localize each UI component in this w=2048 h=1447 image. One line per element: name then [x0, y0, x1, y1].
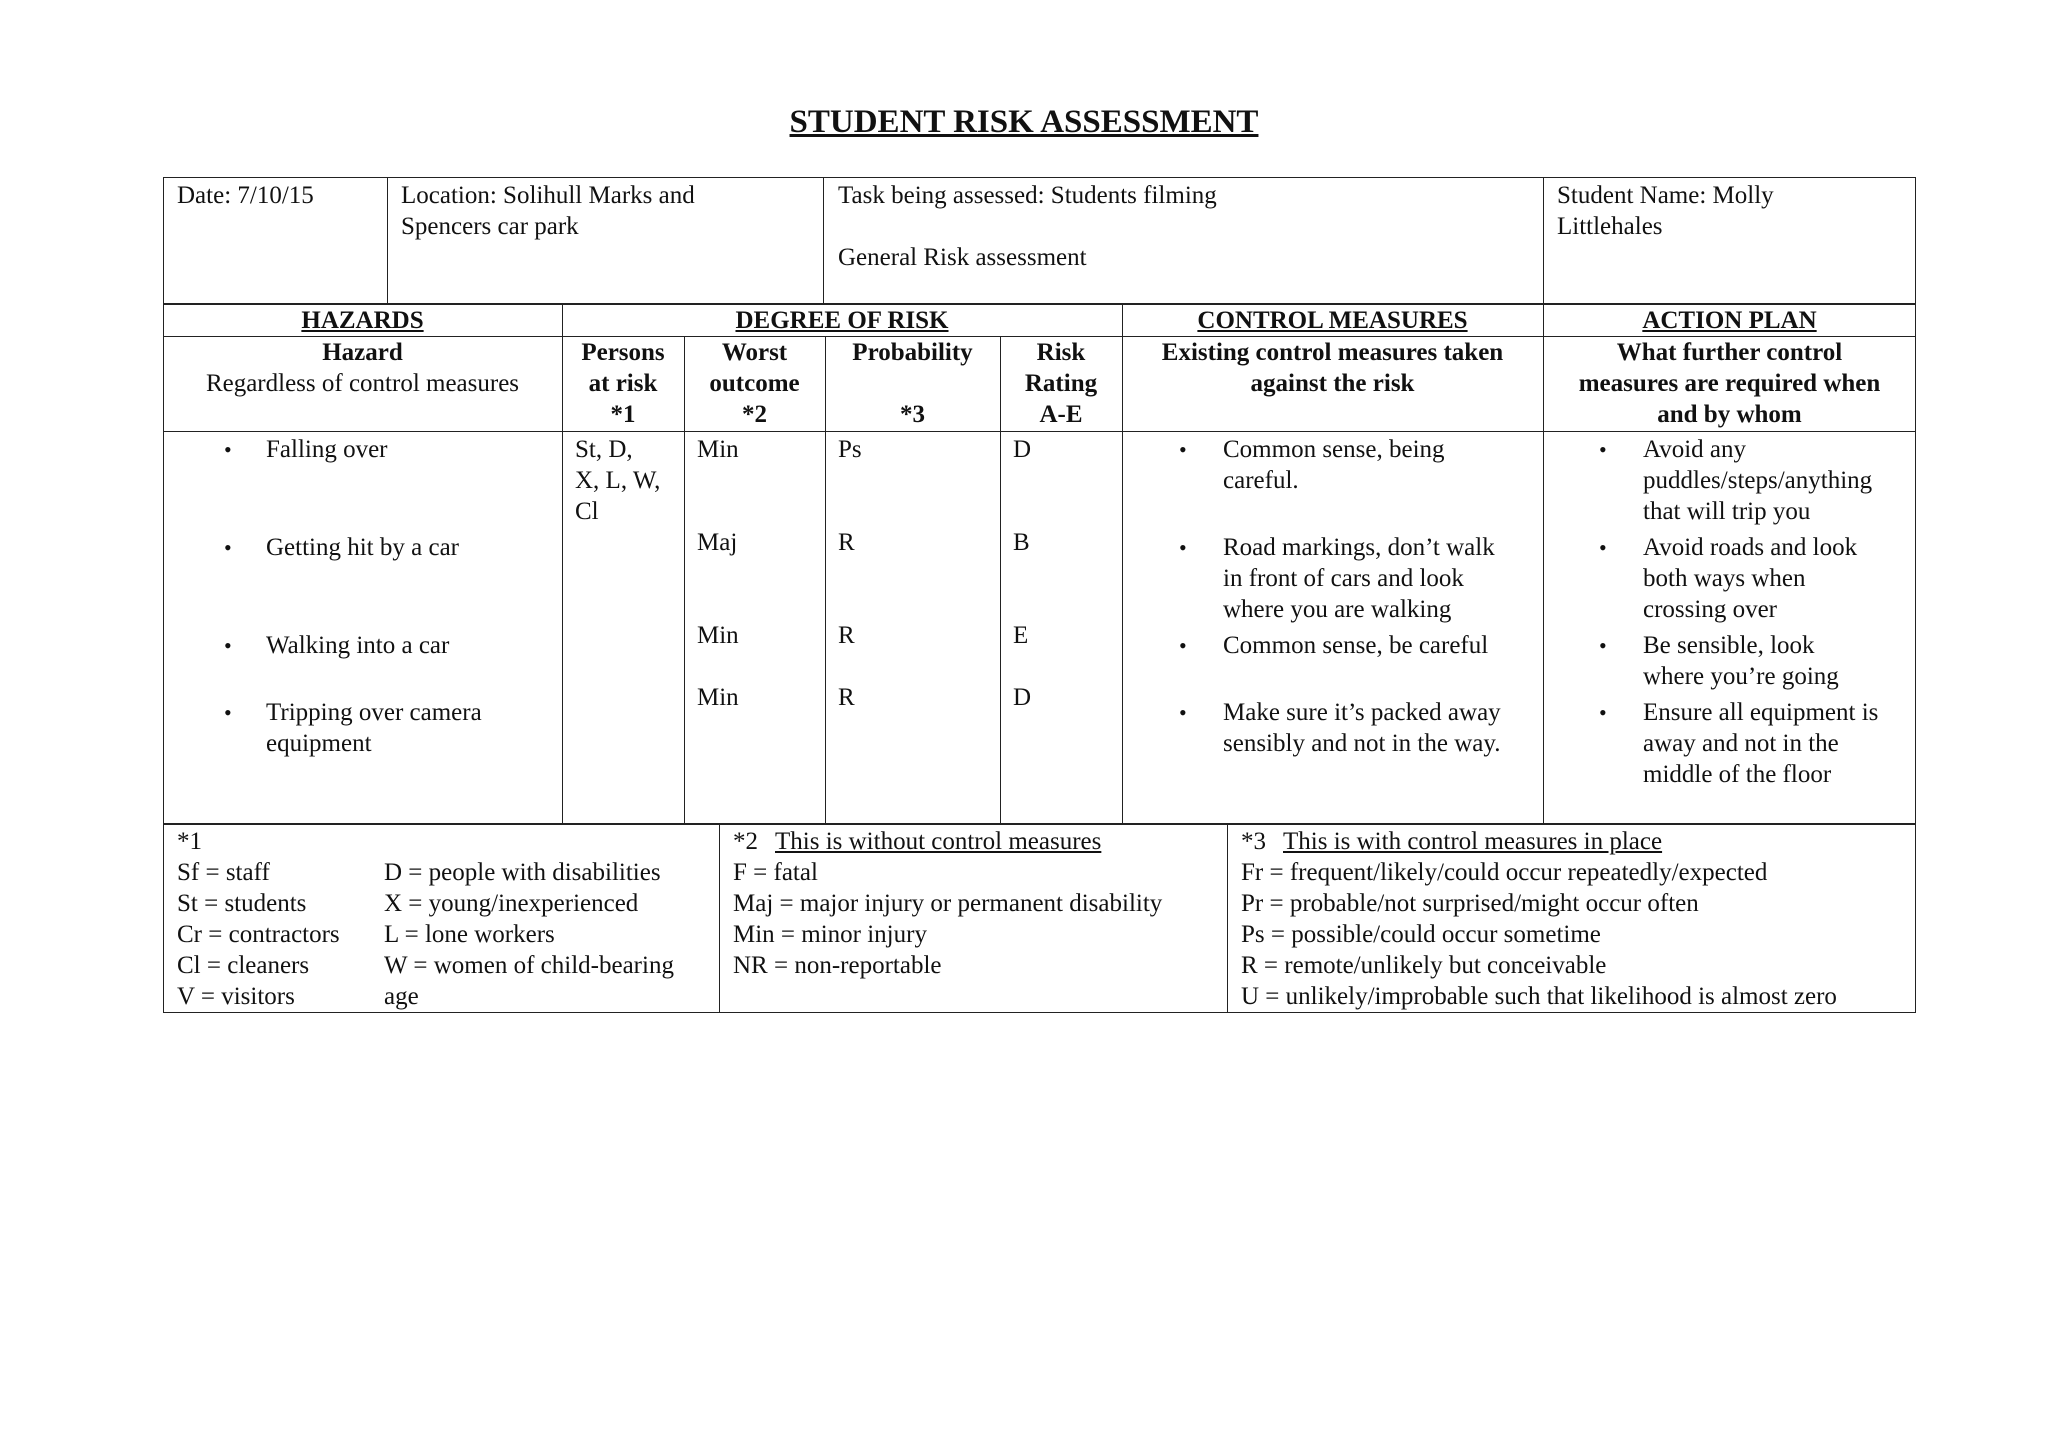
bullet: •: [1599, 535, 1607, 560]
action-item: away and not in the: [1643, 730, 1839, 757]
task-field: Task being assessed: Students filming: [838, 182, 1217, 209]
page-title: STUDENT RISK ASSESSMENT: [789, 104, 1259, 140]
bullet: •: [224, 633, 232, 658]
key2-code: NR = non-reportable: [733, 952, 942, 979]
key1-code: Cr = contractors: [177, 921, 340, 948]
bullet: •: [1599, 437, 1607, 462]
col-worst-outcome: Worst: [721, 339, 788, 366]
section-degree-of-risk: DEGREE OF RISK: [735, 307, 949, 334]
section-hazards: HAZARDS: [301, 307, 424, 334]
action-item: both ways when: [1643, 565, 1806, 592]
control-measure: Road markings, don’t walk: [1223, 534, 1495, 561]
divider: [823, 177, 824, 304]
col-hazard: Hazard: [322, 339, 403, 366]
key1-code: X = young/inexperienced: [384, 890, 639, 917]
key3-code: Fr = frequent/likely/could occur repeatedly/expected: [1241, 859, 1768, 886]
location-field-line: Spencers car park: [401, 213, 579, 240]
control-measure: careful.: [1223, 467, 1299, 494]
probability: Ps: [838, 436, 862, 463]
action-item: Ensure all equipment is: [1643, 699, 1879, 726]
col-probability: *3: [900, 401, 925, 428]
col-risk-rating: A-E: [1039, 401, 1083, 428]
col-persons: Persons: [581, 339, 665, 366]
hazard-item: Walking into a car: [266, 632, 450, 659]
action-item: where you’re going: [1643, 663, 1839, 690]
action-item: middle of the floor: [1643, 761, 1832, 788]
risk-rating: D: [1013, 436, 1032, 463]
col-further-controls: What further control: [1616, 339, 1843, 366]
risk-rating: D: [1013, 684, 1032, 711]
key2-prefix: *2: [733, 828, 758, 855]
key2-heading: This is without control measures: [775, 828, 1102, 855]
key1-heading: *1: [177, 828, 202, 855]
divider: [1227, 823, 1228, 1013]
section-control-measures: CONTROL MEASURES: [1197, 307, 1468, 334]
col-risk-rating: Rating: [1024, 370, 1098, 397]
action-item: crossing over: [1643, 596, 1777, 623]
col-risk-rating: Risk: [1036, 339, 1086, 366]
hazard-item: Tripping over camera: [266, 699, 482, 726]
location-field-line: Location: Solihull Marks and: [401, 182, 695, 209]
key3-code: Pr = probable/not surprised/might occur often: [1241, 890, 1699, 917]
control-measure: sensibly and not in the way.: [1223, 730, 1501, 757]
col-further-controls: and by whom: [1657, 401, 1802, 428]
key1-code: Cl = cleaners: [177, 952, 310, 979]
key2-code: F = fatal: [733, 859, 818, 886]
key2-code: Maj = major injury or permanent disability: [733, 890, 1163, 917]
risk-rating: E: [1013, 622, 1029, 649]
probability: R: [838, 529, 855, 556]
section-action-plan: ACTION PLAN: [1642, 307, 1817, 334]
bullet: •: [1179, 535, 1187, 560]
key1-code: age: [384, 983, 419, 1010]
general-assessment-field: General Risk assessment: [838, 244, 1087, 271]
probability: R: [838, 684, 855, 711]
action-item: puddles/steps/anything: [1643, 467, 1873, 494]
bullet: •: [1599, 700, 1607, 725]
key1-code: Sf = staff: [177, 859, 270, 886]
action-item: Be sensible, look: [1643, 632, 1815, 659]
date-field: Date: 7/10/15: [177, 182, 314, 209]
key3-code: U = unlikely/improbable such that likelihood is almost zero: [1241, 983, 1837, 1010]
control-measure: in front of cars and look: [1223, 565, 1464, 592]
col-hazard-sub: Regardless of control measures: [205, 370, 520, 397]
key1-code: W = women of child-bearing: [384, 952, 674, 979]
worst-outcome: Min: [697, 622, 739, 649]
col-existing-controls: Existing control measures taken: [1161, 339, 1504, 366]
divider: [387, 177, 388, 304]
key1-code: D = people with disabilities: [384, 859, 661, 886]
control-measure: Common sense, being: [1223, 436, 1445, 463]
worst-outcome: Min: [697, 436, 739, 463]
action-item: Avoid any: [1643, 436, 1746, 463]
persons-at-risk: Cl: [575, 498, 599, 525]
worst-outcome: Min: [697, 684, 739, 711]
col-worst-outcome: outcome: [709, 370, 800, 397]
col-further-controls: measures are required when: [1578, 370, 1881, 397]
key3-code: R = remote/unlikely but conceivable: [1241, 952, 1607, 979]
action-item: that will trip you: [1643, 498, 1811, 525]
key1-code: L = lone workers: [384, 921, 555, 948]
bullet: •: [224, 437, 232, 462]
bullet: •: [1179, 437, 1187, 462]
control-measure: Make sure it’s packed away: [1223, 699, 1501, 726]
hazard-item: equipment: [266, 730, 372, 757]
divider: [719, 823, 720, 1013]
worst-outcome: Maj: [697, 529, 738, 556]
bullet: •: [1599, 633, 1607, 658]
probability: R: [838, 622, 855, 649]
student-name-line: Littlehales: [1557, 213, 1663, 240]
divider: [1543, 177, 1544, 304]
col-probability: Probability: [852, 339, 973, 366]
key3-prefix: *3: [1241, 828, 1266, 855]
key2-code: Min = minor injury: [733, 921, 927, 948]
risk-rating: B: [1013, 529, 1030, 556]
student-name-line: Student Name: Molly: [1557, 182, 1774, 209]
col-persons: at risk: [588, 370, 658, 397]
persons-at-risk: X, L, W,: [575, 467, 661, 494]
hazard-item: Getting hit by a car: [266, 534, 459, 561]
action-item: Avoid roads and look: [1643, 534, 1858, 561]
control-measure: where you are walking: [1223, 596, 1452, 623]
control-measure: Common sense, be careful: [1223, 632, 1489, 659]
bullet: •: [1179, 700, 1187, 725]
divider: [163, 431, 1916, 432]
col-existing-controls: against the risk: [1250, 370, 1415, 397]
key1-code: St = students: [177, 890, 307, 917]
key3-heading: This is with control measures in place: [1283, 828, 1663, 855]
bullet: •: [1179, 633, 1187, 658]
hazard-item: Falling over: [266, 436, 388, 463]
col-worst-outcome: *2: [742, 401, 767, 428]
bullet: •: [224, 700, 232, 725]
key3-code: Ps = possible/could occur sometime: [1241, 921, 1601, 948]
bullet: •: [224, 535, 232, 560]
persons-at-risk: St, D,: [575, 436, 633, 463]
key1-code: V = visitors: [177, 983, 295, 1010]
col-persons: *1: [610, 401, 636, 428]
